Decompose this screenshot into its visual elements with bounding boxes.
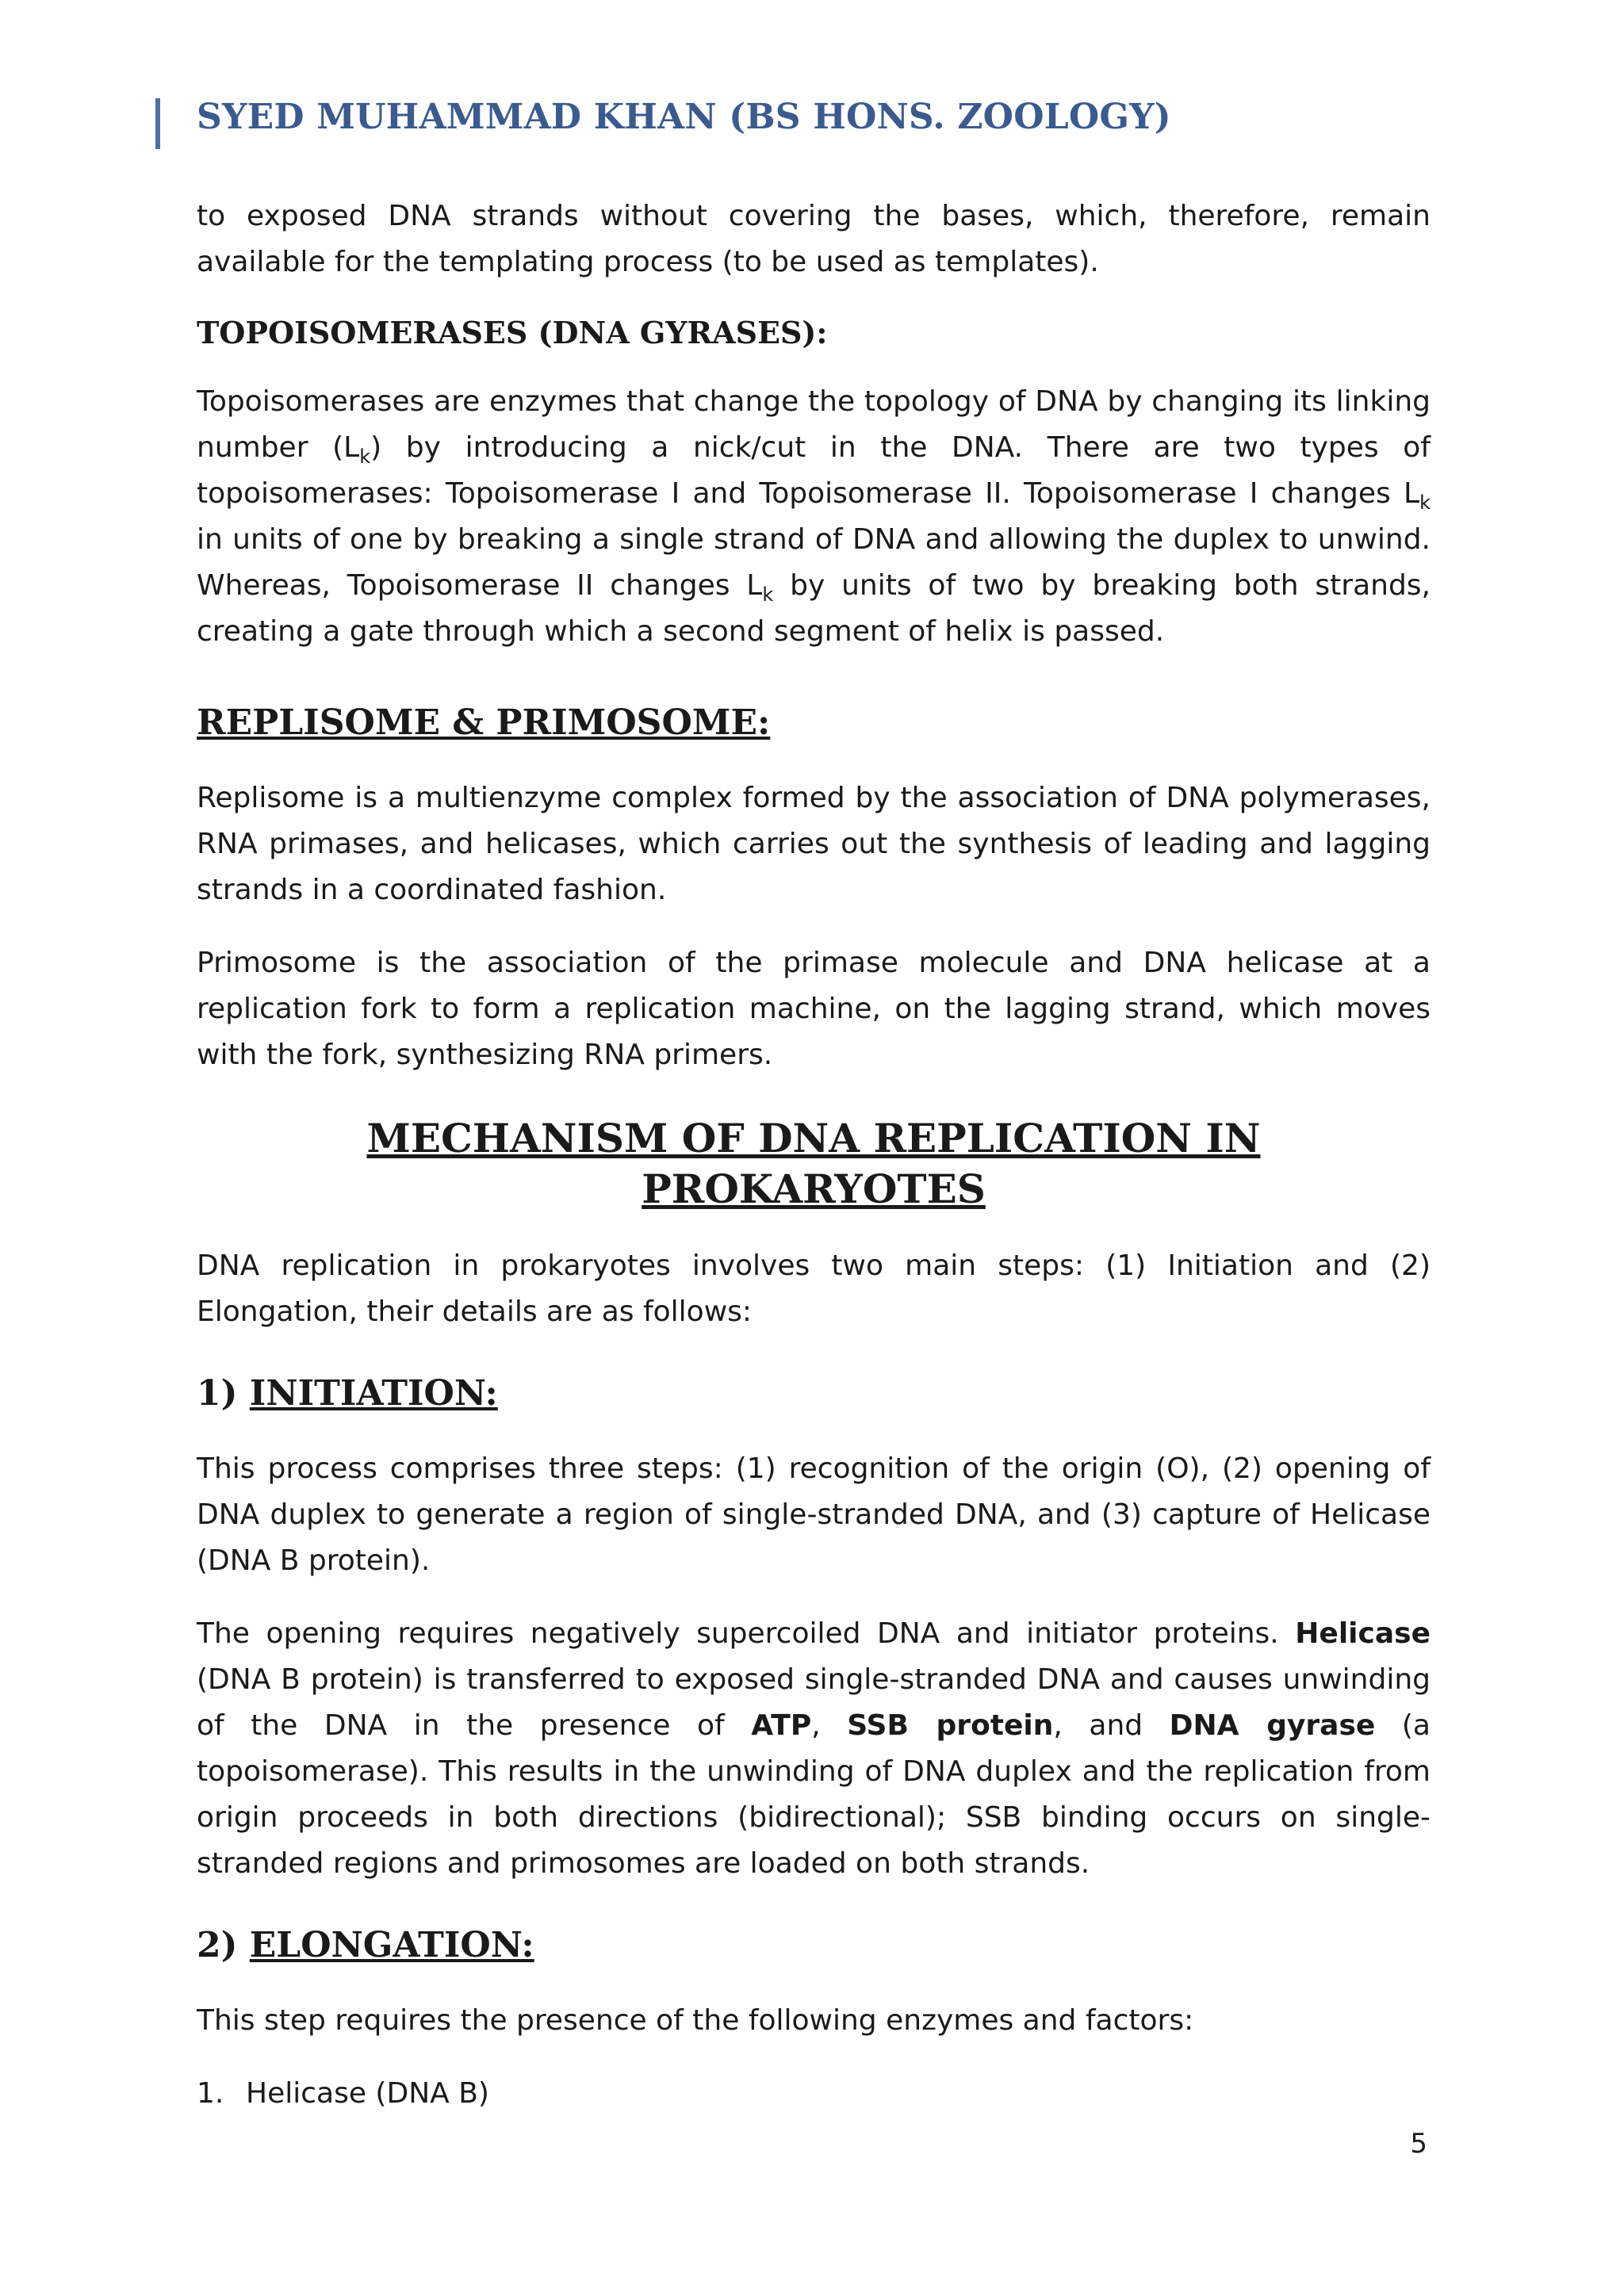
list-item-number: 1. — [197, 2077, 224, 2110]
elongation-paragraph: This step requires the presence of the following enzymes and factors: — [197, 2004, 1194, 2037]
elongation-number: 2) — [197, 1925, 238, 1965]
mechanism-intro: DNA replication in prokaryotes involves two main steps: (1) Initiation and (2) Elongation, their details are as follows: — [197, 1249, 1431, 1328]
initiation-paragraph-2: The opening requires negatively supercoiled DNA and initiator proteins. Helicase (DNA B protein) is transferred to exposed single-stranded DNA and causes unwinding of the DNA in the presence of ATP, SSB protein, and DNA gyrase (a topoisomerase). This results in the unwinding of DNA duplex and the replication from origin proceeds in both directions (bidirectional); SSB binding occurs on single-stranded regions and primosomes are loaded on both strands. — [197, 1617, 1431, 1880]
page-number: 5 — [1410, 2128, 1427, 2160]
header-accent-bar — [155, 98, 160, 149]
replisome-paragraph: Replisome is a multienzyme complex formed by the association of DNA polymerases, RNA primases, and helicases, which carries out the synthesis of leading and lagging strands in a coordinated fashion. — [197, 782, 1431, 906]
replisome-heading: REPLISOME & PRIMOSOME: — [197, 702, 771, 743]
topoisomerases-paragraph: Topoisomerases are enzymes that change the topology of DNA by changing its linking number $(L_k)$ by introducing a nick/cut in the DNA. There are two types of topoisomerases: Topoisomerase I and Topoisomerase II. Topoisomerase I changes $L_k$ in units of one by breaking a single strand of DNA and allowing the duplex to unwind. Whereas, Topoisomerase II changes $L_k$ by units of two by breaking both strands, creating a gate through which a second segment of helix is passed. — [197, 385, 1431, 648]
list-item — [197, 2071, 1431, 2117]
page-content — [197, 193, 1431, 2117]
header-title: SYED MUHAMMAD KHAN (BS HONS. ZOOLOGY) — [197, 97, 1171, 137]
list-item-text: Helicase (DNA B) — [246, 2077, 489, 2110]
initiation-title: INITIATION: — [249, 1373, 498, 1414]
primosome-paragraph: Primosome is the association of the primase molecule and DNA helicase at a replication fork to form a replication machine, on the lagging strand, which moves with the fork, synthesizing RNA primers. — [197, 947, 1431, 1071]
intro-paragraph: to exposed DNA strands without covering the bases, which, therefore, remain available for the templating process (to be used as templates). — [197, 200, 1431, 278]
initiation-paragraph-1: This process comprises three steps: (1) recognition of the origin (O), (2) opening of DNA duplex to generate a region of single-stranded DNA, and (3) capture of Helicase (DNA B protein). — [197, 1452, 1431, 1577]
initiation-number: 1) — [197, 1373, 238, 1414]
elongation-heading — [197, 1922, 1431, 1969]
mechanism-heading: MECHANISM OF DNA REPLICATION IN PROKARYOTES — [366, 1115, 1261, 1212]
topoisomerases-heading: TOPOISOMERASES (DNA GYRASES): — [197, 315, 828, 350]
elongation-title: ELONGATION: — [249, 1925, 534, 1965]
initiation-heading — [197, 1370, 1431, 1418]
